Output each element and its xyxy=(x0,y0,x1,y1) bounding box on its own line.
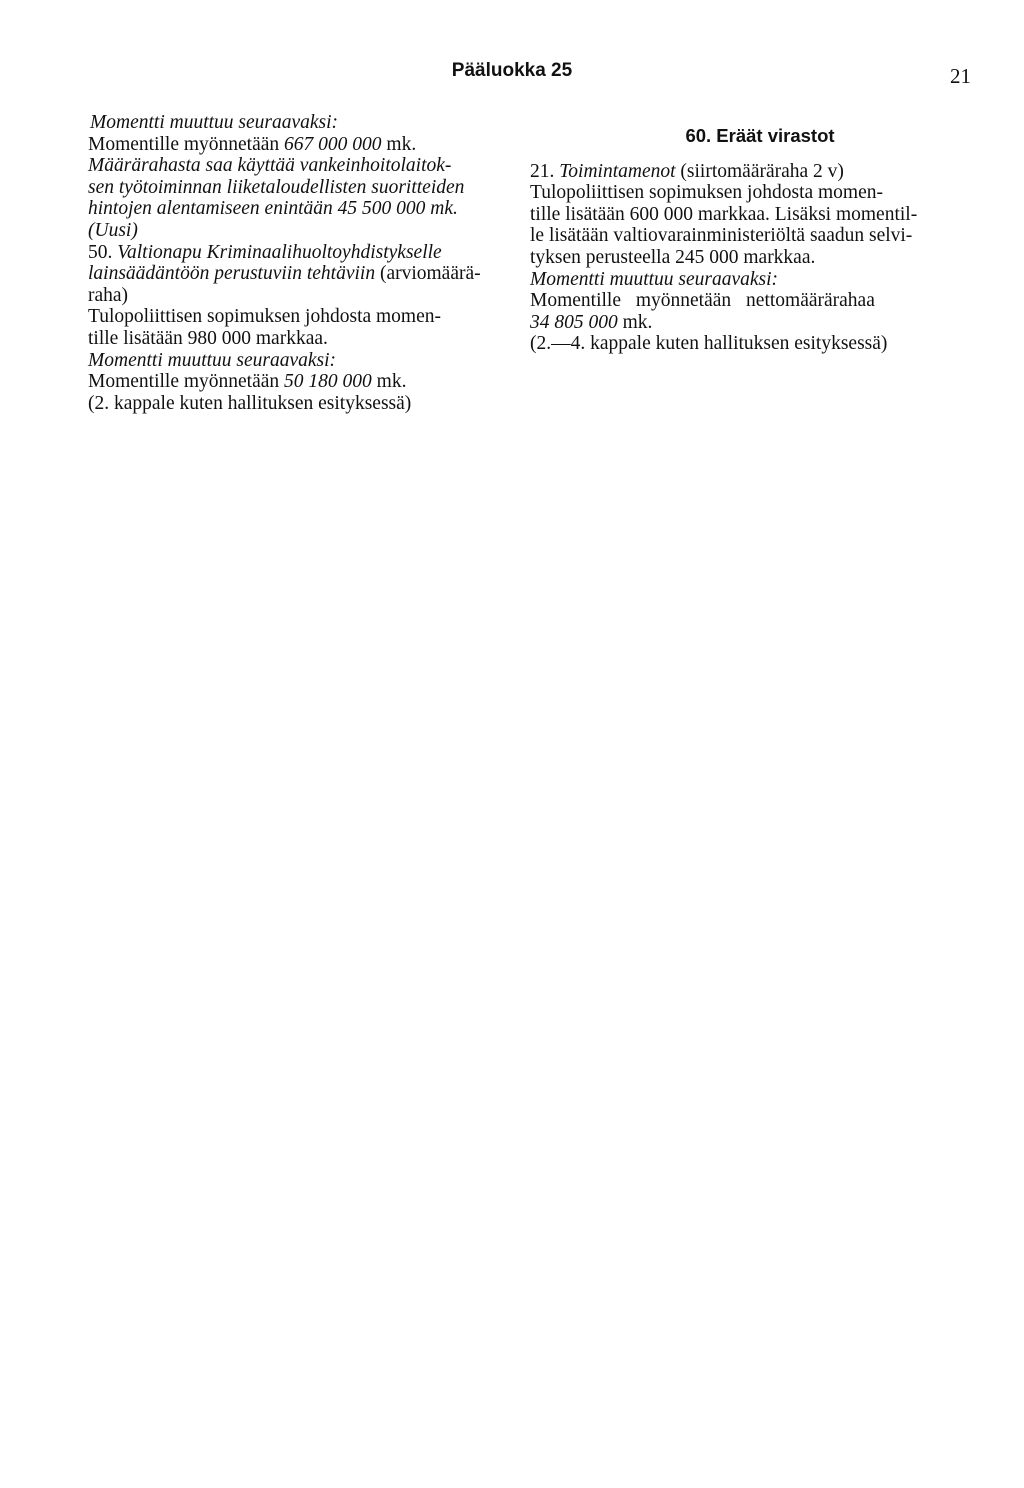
text-line: Momentille myönnetään nettomäärärahaa xyxy=(530,290,875,312)
text-line: tille lisätään 600 000 markkaa. Lisäksi momentil- xyxy=(530,203,918,225)
text-line: raha) xyxy=(88,284,129,306)
text-line xyxy=(88,112,508,134)
text-line: Momentille myönnetään 50 180 000 mk. xyxy=(88,371,407,393)
text-line: sen työtoiminnan liiketaloudellisten suoritteiden xyxy=(88,176,465,198)
running-head: Pääluokka 25 xyxy=(451,60,573,81)
text-line: Momentti muuttuu seuraavaksi: xyxy=(88,349,337,371)
text-line: tille lisätään 980 000 markkaa. xyxy=(88,327,328,349)
text-line: Momentti muuttuu seuraavaksi: xyxy=(530,268,779,290)
text-line: Momentille myönnetään 667 000 000 mk. xyxy=(88,133,417,155)
text-line: lainsäädäntöön perustuviin tehtäviin (arviomäärä- xyxy=(88,263,481,285)
italic-text: Momentti muuttuu seuraavaksi: xyxy=(90,112,339,133)
section-title: 60. Eräät virastot xyxy=(685,125,835,146)
left-column xyxy=(88,112,508,414)
text-line: 34 805 000 mk. xyxy=(530,311,653,333)
text-line: 50. Valtionapu Kriminaalihuoltoyhdistykselle xyxy=(88,241,442,263)
text-line: Tulopoliittisen sopimuksen johdosta momen- xyxy=(530,182,883,204)
text-line: hintojen alentamiseen enintään 45 500 000 mk. xyxy=(88,198,458,220)
text-line: (2. kappale kuten hallituksen esityksessä) xyxy=(88,392,412,414)
text-line: (Uusi) xyxy=(88,219,138,241)
page-number: 21 xyxy=(950,64,971,88)
text-line: 21. Toimintamenot (siirtomääräraha 2 v) xyxy=(530,160,844,182)
right-column xyxy=(530,125,990,355)
text-line: Määrärahasta saa käyttää vankeinhoitolaitok- xyxy=(88,155,452,177)
text-line: (2.—4. kappale kuten hallituksen esityksessä) xyxy=(530,333,888,355)
text-line: le lisätään valtiovarainministeriöltä saadun selvi- xyxy=(530,225,913,247)
text-line: Tulopoliittisen sopimuksen johdosta momen- xyxy=(88,306,441,328)
text-line: tyksen perusteella 245 000 markkaa. xyxy=(530,246,816,268)
